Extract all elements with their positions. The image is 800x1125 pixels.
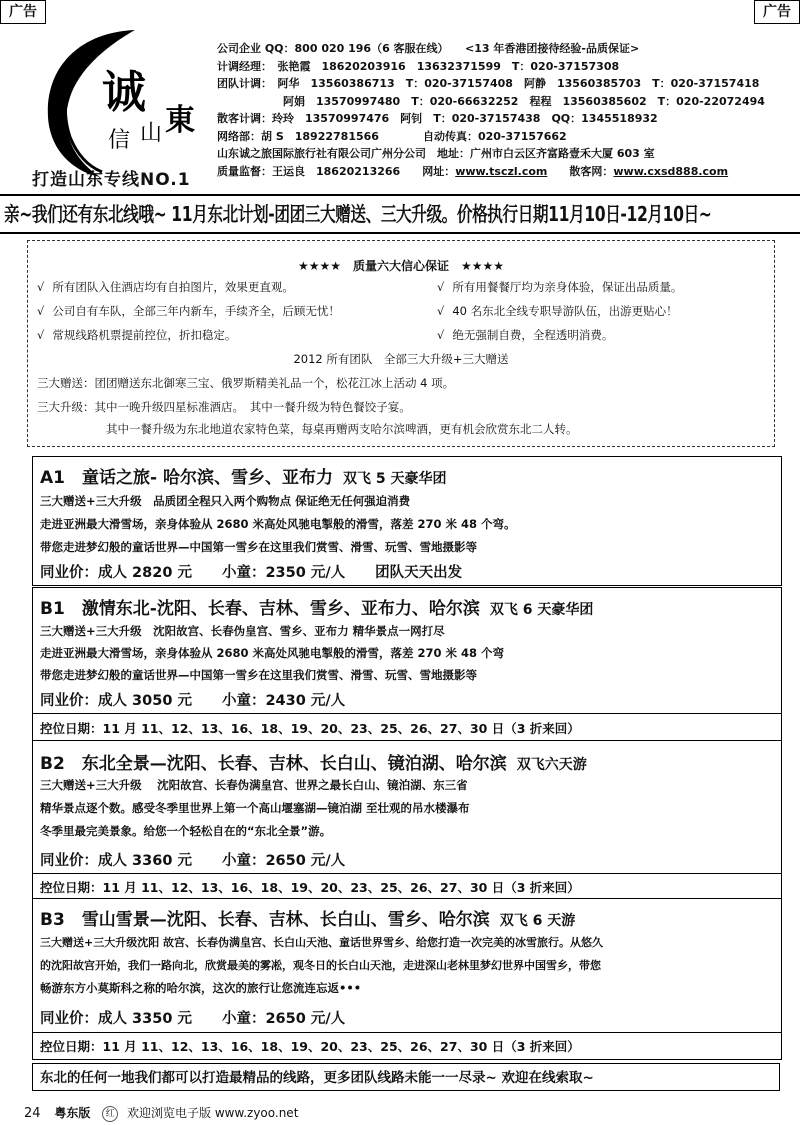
adult-price: 同业价：成人 2820 元 bbox=[40, 565, 192, 581]
tour-line: 三大赠送+三大升级 沈阳故宫、长春伪满皇宫、世界之最长白山、镜泊湖、东三省 bbox=[40, 778, 468, 792]
check-icon: √ bbox=[437, 328, 445, 342]
contact-line: 团队计调： 阿华 13560386713 T：020-37157408 阿静 13560385703 T：020-37157418 bbox=[217, 77, 760, 90]
retail-site-link[interactable]: www.cxsd888.com bbox=[613, 164, 729, 178]
child-price: 小童：2650 元/人 bbox=[221, 853, 346, 869]
publisher-logo-icon: 红 bbox=[102, 1106, 118, 1122]
child-price: 小童：2430 元/人 bbox=[221, 693, 346, 709]
departure-note: 团队天天出发 bbox=[375, 565, 463, 581]
guarantee-item: √ 常规线路机票提前控位，折扣稳定。 bbox=[37, 328, 237, 342]
contact-line: 散客计调：玲玲 13570997476 阿钊 T：020-37157438 QQ：1345518932 bbox=[217, 112, 658, 125]
adult-price: 同业价：成人 3050 元 bbox=[40, 693, 192, 709]
meal-line: 其中一餐升级为东北地道农家特色菜，每桌再赠两支哈尔滨啤酒，更有机会欣赏东北二人转。 bbox=[106, 422, 578, 436]
footer bbox=[24, 1104, 298, 1122]
tour-line: 三大赠送+三大升级 品质团全程只入两个购物点 保证绝无任何强迫消费 bbox=[40, 494, 411, 508]
guarantee-item: √ 公司自有车队，全部三年内新车，手续齐全，后顾无忧！ bbox=[37, 304, 340, 318]
logo-char-4: 東 bbox=[165, 103, 195, 138]
contact-info bbox=[217, 40, 797, 180]
divider bbox=[33, 1032, 781, 1033]
tour-line: 三大赠送+三大升级沈阳 故宫、长春伪满皇宫、长白山天池、童话世界雪乡、给您打造一次完美的冰雪旅行。从悠久 bbox=[40, 936, 604, 949]
contact-line bbox=[217, 163, 797, 181]
guarantee-title: ★★★★ 质量六大信心保证 ★★★★ bbox=[297, 259, 505, 273]
check-icon: √ bbox=[437, 304, 445, 318]
tour-subtitle: 双飞 6 天游 bbox=[499, 913, 576, 929]
tour-line: 三大赠送+三大升级 沈阳故宫、长春伪皇宫、雪乡、亚布力 精华景点一网打尽 bbox=[40, 624, 445, 638]
guarantee-item: √ 40 名东北全线专职导游队伍，出游更贴心！ bbox=[437, 304, 678, 318]
tour-a1 bbox=[32, 456, 782, 586]
contact-line: 计调经理： 张艳霞 18620203916 13632371599 T：020-37157308 bbox=[217, 59, 620, 73]
divider bbox=[33, 713, 781, 714]
adult-price: 同业价：成人 3360 元 bbox=[40, 853, 192, 869]
guarantee-item: √ 所有用餐餐厅均为亲身体验，保证出品质量。 bbox=[437, 280, 683, 294]
tour-line: 带您走进梦幻般的童话世界—中国第一雪乡在这里我们赏雪、滑雪、玩雪、雪地摄影等 bbox=[40, 540, 477, 554]
tour-line: 带您走进梦幻般的童话世界—中国第一雪乡在这里我们赏雪、滑雪、玩雪、雪地摄影等 bbox=[40, 668, 477, 682]
ad-label-right: 广告 bbox=[754, 0, 800, 24]
tour-title: A1 童话之旅- 哈尔滨、雪乡、亚布力 双飞 5 天豪华团 bbox=[40, 468, 447, 488]
gifts-line: 三大赠送：团团赠送东北御寒三宝、俄罗斯精美礼品一个，松花江冰上活动 4 项。 bbox=[37, 376, 455, 390]
tour-b1 bbox=[32, 587, 782, 741]
tour-price bbox=[40, 689, 375, 710]
check-icon: √ bbox=[37, 280, 45, 294]
ad-label-left: 广告 bbox=[0, 0, 46, 24]
contact-line: 网络部：胡 S 18922781566 自动传真：020-37157662 bbox=[217, 129, 567, 143]
logo-char-2: 信 bbox=[108, 128, 131, 153]
tour-price bbox=[40, 1007, 375, 1028]
tour-title: B2 东北全景—沈阳、长春、吉林、长白山、镜泊湖、哈尔滨 双飞六天游 bbox=[40, 754, 587, 774]
tour-price bbox=[40, 561, 492, 582]
tour-title: B3 雪山雪景—沈阳、长春、吉林、长白山、雪乡、哈尔滨 双飞 6 天游 bbox=[40, 910, 576, 930]
divider bbox=[0, 194, 800, 196]
guarantee-item: √ 绝无强制自费，全程透明消费。 bbox=[437, 328, 614, 342]
tour-subtitle: 双飞 5 天豪华团 bbox=[342, 471, 447, 487]
logo-char-3: 山 bbox=[140, 121, 163, 146]
tour-price bbox=[40, 849, 375, 870]
quality-guarantee-box bbox=[27, 240, 775, 447]
check-icon: √ bbox=[37, 328, 45, 342]
tour-line: 走进亚洲最大滑雪场，亲身体验从 2680 米高处风驰电掣般的滑雪，落差 270 米 48 个弯。 bbox=[40, 517, 516, 531]
tour-b2 bbox=[32, 740, 782, 899]
tour-line: 精华景点逐个数。感受冬季里世界上第一个高山堰塞湖—镜泊湖 至壮观的吊水楼瀑布 bbox=[40, 801, 470, 815]
contact-line: 公司企业 QQ：800 020 196（6 客服在线） <13 年香港团接待经验-品质保证> bbox=[217, 42, 640, 55]
quality-supervisor: 质量监督：王运良 18620213266 网址： bbox=[217, 164, 456, 178]
contact-line: 阿娟 13570997480 T：020-66632252 程程 13560385602 T：020-22072494 bbox=[217, 94, 765, 108]
check-icon: √ bbox=[37, 304, 45, 318]
divider bbox=[0, 232, 800, 234]
upgrade-title: 2012 所有团队 全部三大升级+三大赠送 bbox=[293, 352, 509, 366]
footer-link[interactable]: 欢迎浏览电子版 www.zyoo.net bbox=[127, 1106, 299, 1120]
child-price: 小童：2350 元/人 bbox=[221, 565, 346, 581]
headline: 亲~我们还有东北线哦~ 11月东北计划-团团三大赠送、三大升级。价格执行日期11月10日-12月10日~ bbox=[4, 202, 712, 226]
tour-subtitle: 双飞六天游 bbox=[516, 757, 587, 773]
tour-line: 的沈阳故宫开始，我们一路向北，欣赏最美的雾凇，观冬日的长白山天池，走进深山老林里梦幻世界中国雪乡，带您 bbox=[40, 959, 601, 972]
booking-dates: 控位日期：11 月 11、12、13、16、18、19、20、23、25、26、27、30 日（3 折来回） bbox=[40, 721, 580, 736]
page-number: 24 bbox=[24, 1106, 41, 1121]
tour-title: B1 激情东北-沈阳、长春、吉林、雪乡、亚布力、哈尔滨 双飞 6 天豪华团 bbox=[40, 599, 594, 619]
booking-dates: 控位日期：11 月 11、12、13、16、18、19、20、23、25、26、27、30 日（3 折来回） bbox=[40, 880, 580, 895]
child-price: 小童：2650 元/人 bbox=[221, 1011, 346, 1027]
guarantee-item: √ 所有团队入住酒店均有自拍图片，效果更直观。 bbox=[37, 280, 294, 294]
logo-slogan: 打造山东专线NO.1 bbox=[32, 170, 191, 190]
adult-price: 同业价：成人 3350 元 bbox=[40, 1011, 192, 1027]
tour-line: 畅游东方小莫斯科之称的哈尔滨，这次的旅行让您流连忘返••• bbox=[40, 981, 362, 995]
tour-subtitle: 双飞 6 天豪华团 bbox=[489, 602, 594, 618]
booking-dates: 控位日期：11 月 11、12、13、16、18、19、20、23、25、26、27、30 日（3 折来回） bbox=[40, 1039, 580, 1054]
tour-line: 冬季里最完美景象。给您一个轻松自在的“东北全景”游。 bbox=[40, 824, 332, 838]
divider bbox=[33, 873, 781, 874]
website-link[interactable]: www.tsczl.com bbox=[455, 164, 548, 178]
tour-line: 走进亚洲最大滑雪场，亲身体验从 2680 米高处风驰电掣般的滑雪，落差 270 米 48 个弯 bbox=[40, 646, 505, 660]
edition-label: 粤东版 bbox=[54, 1106, 91, 1120]
tour-b3 bbox=[32, 898, 782, 1060]
contact-line: 山东诚之旅国际旅行社有限公司广州分公司 地址：广州市白云区齐富路壹禾大厦 603 室 bbox=[217, 147, 655, 160]
logo-char-1: 诚 bbox=[102, 67, 146, 118]
check-icon: √ bbox=[437, 280, 445, 294]
retail-site-label: 散客网： bbox=[547, 164, 614, 178]
upgrades-line: 三大升级：其中一晚升级四星标准酒店。 其中一餐升级为特色餐饺子宴。 bbox=[37, 400, 411, 414]
closing-note: 东北的任何一地我们都可以打造最精品的线路，更多团队线路未能一一尽录~ 欢迎在线索取~ bbox=[32, 1063, 780, 1091]
